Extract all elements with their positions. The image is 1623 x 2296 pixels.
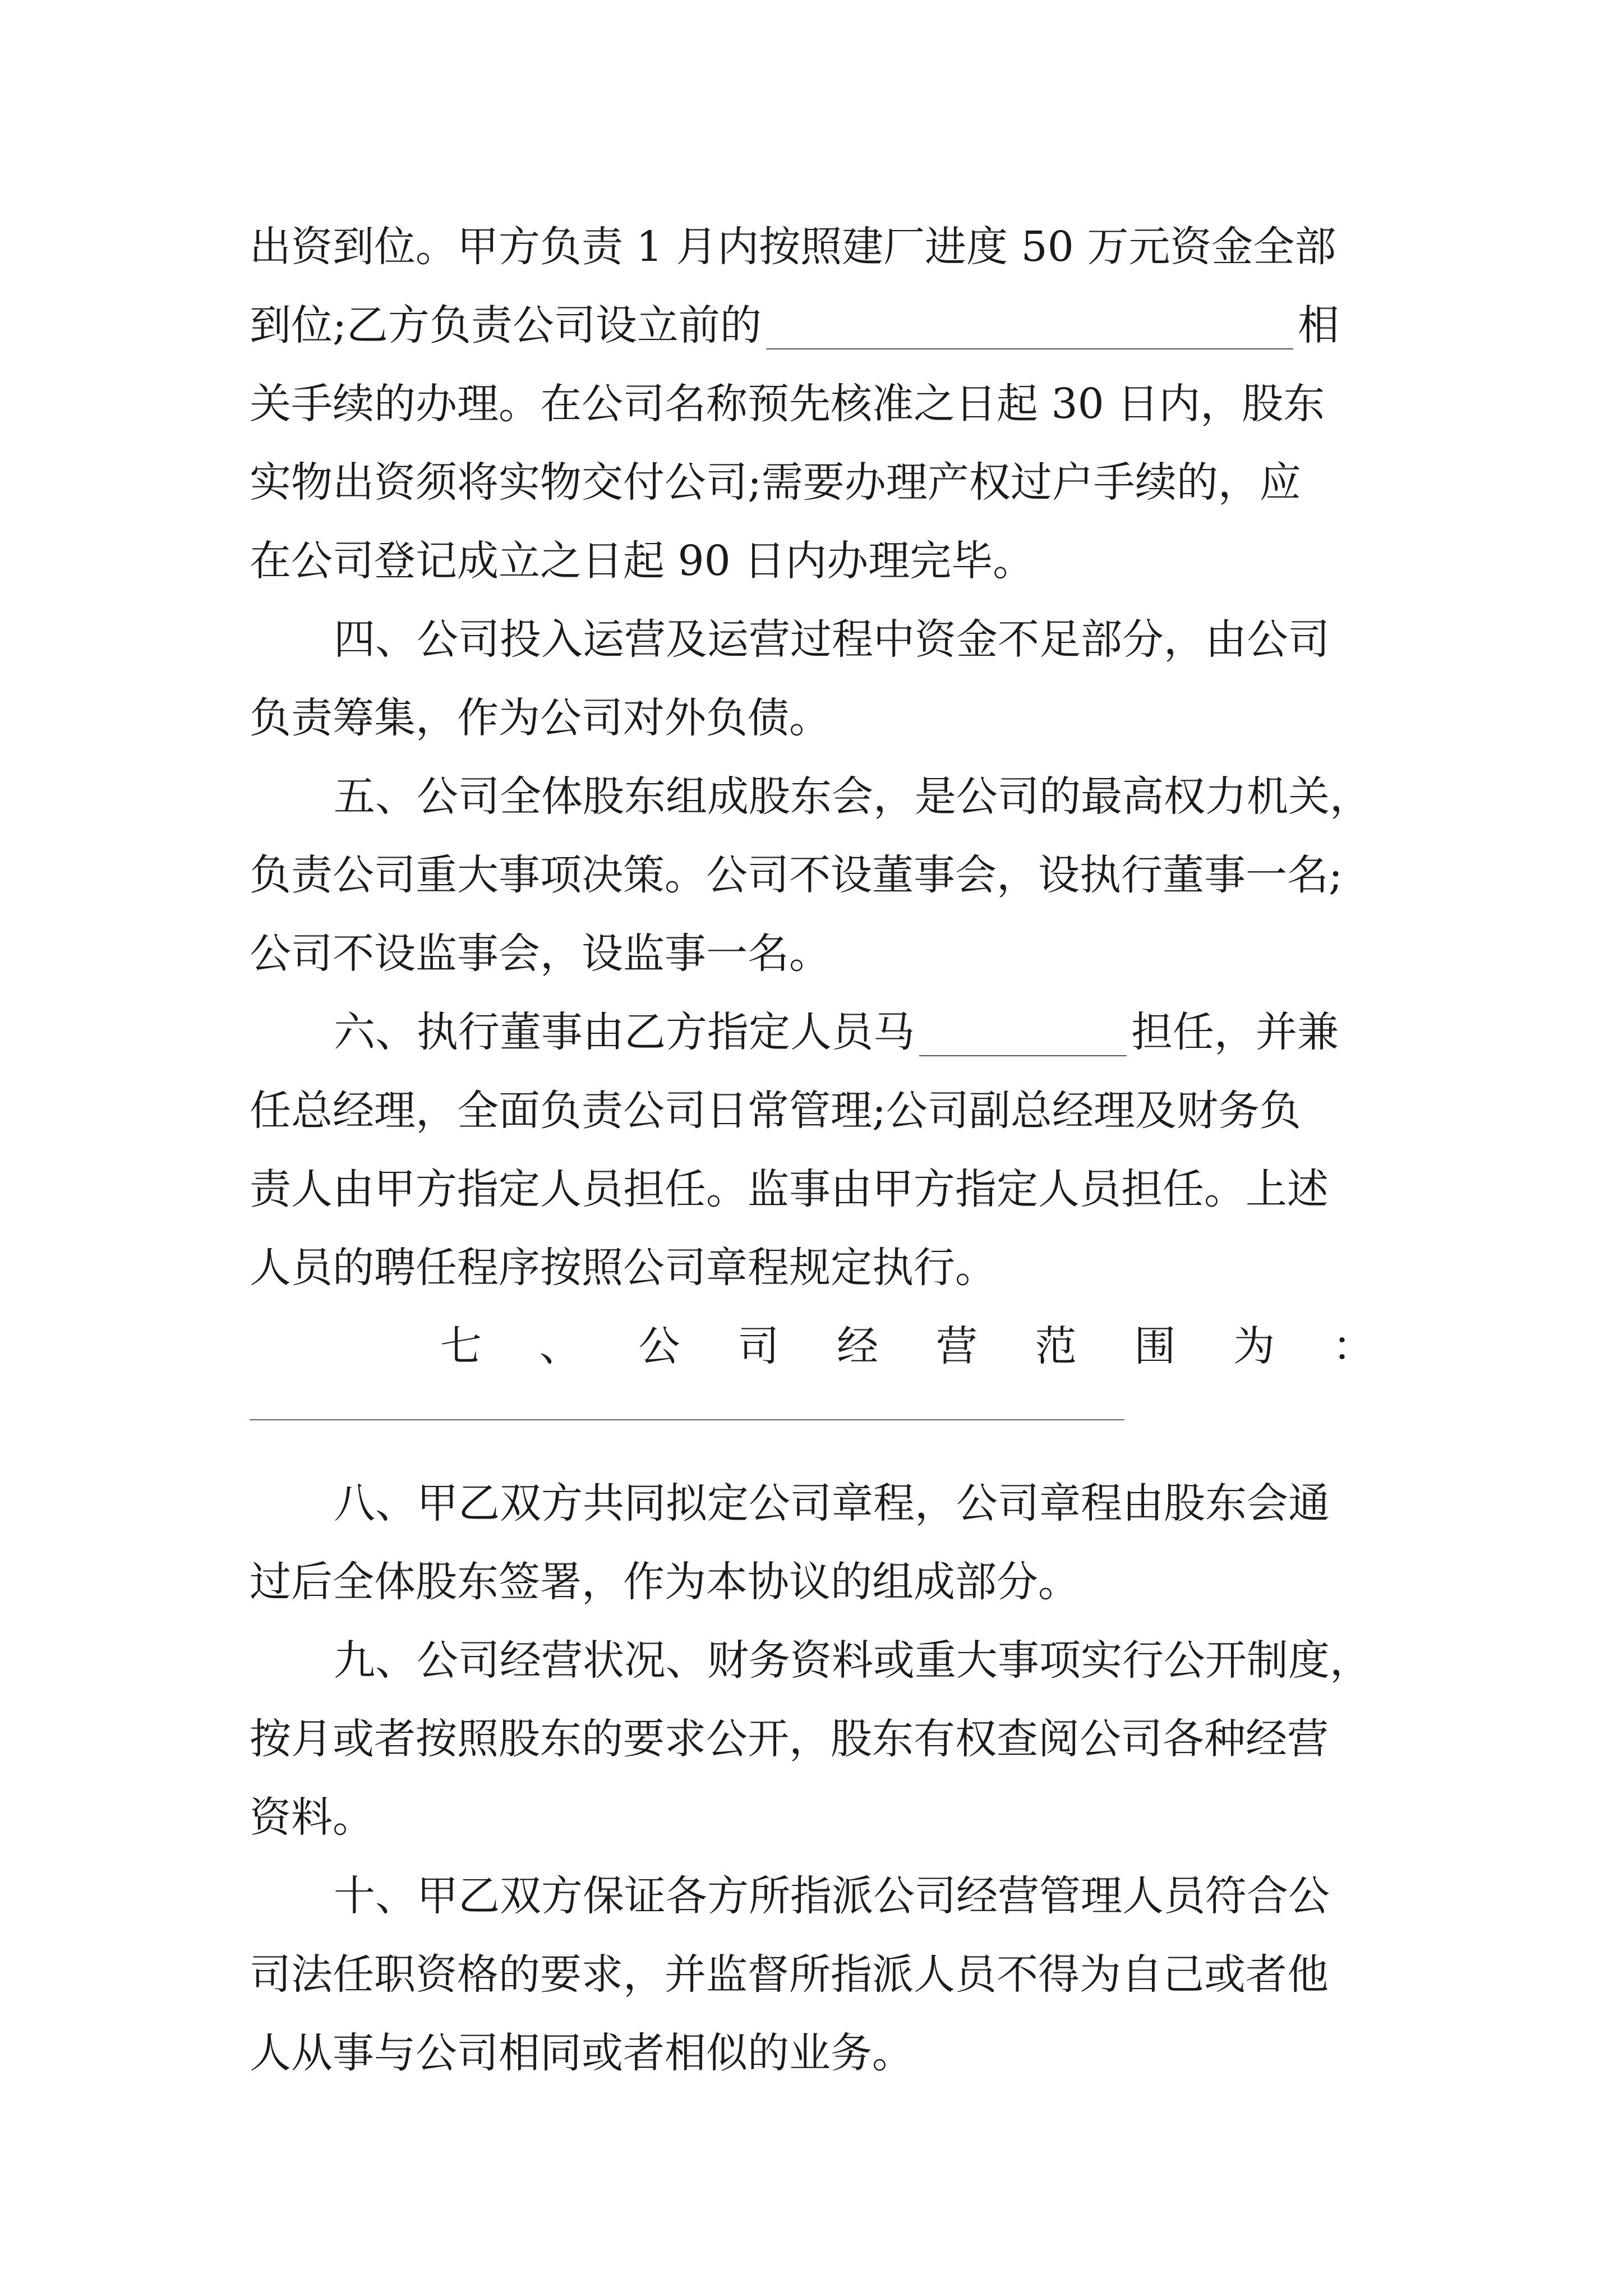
text-line: 负责公司重大事项决策。公司不设董事会，设执行董事一名; bbox=[250, 851, 1343, 899]
paragraph-10-line-3 bbox=[250, 2014, 1374, 2092]
spread-char: 为 bbox=[1233, 1322, 1275, 1370]
paragraph-3-line-5 bbox=[250, 522, 1374, 600]
fill-in-blank[interactable] bbox=[250, 1419, 1124, 1420]
text-segment: 到位;乙方负责公司设立前的 bbox=[250, 301, 762, 349]
text-line: 五、公司全体股东组成股东会，是公司的最高权力机关， bbox=[334, 772, 1371, 821]
text-line: 八、甲乙双方共同拟定公司章程，公司章程由股东会通 bbox=[334, 1479, 1330, 1527]
spread-char: 范 bbox=[1035, 1322, 1077, 1370]
paragraph-9-line-1 bbox=[250, 1621, 1374, 1700]
text-line: 任总经理，全面负责公司日常管理;公司副总经理及财务负 bbox=[250, 1087, 1301, 1135]
paragraph-7-blank-line bbox=[250, 1386, 1374, 1464]
text-line: 资料。 bbox=[250, 1793, 374, 1842]
text-segment: 六、执行董事由乙方指定人员马 bbox=[334, 1008, 915, 1056]
paragraph-8-line-1 bbox=[250, 1464, 1374, 1543]
text-line: 四、公司投入运营及运营过程中资金不足部分，由公司 bbox=[334, 615, 1330, 664]
text-line: 实物出资须将实物交付公司;需要办理产权过户手续的，应 bbox=[250, 458, 1301, 507]
text-segment: 相 bbox=[1297, 301, 1339, 349]
spread-char: 经 bbox=[837, 1322, 879, 1370]
text-line: 过后全体股东签署，作为本协议的组成部分。 bbox=[250, 1558, 1080, 1606]
paragraph-4-line-1 bbox=[250, 600, 1374, 679]
text-line: 负责筹集，作为公司对外负债。 bbox=[250, 694, 831, 742]
paragraph-3-line-3 bbox=[250, 365, 1374, 443]
paragraph-3-line-2 bbox=[250, 286, 1374, 365]
paragraph-4-line-2 bbox=[250, 679, 1374, 757]
text-line: 十、甲乙双方保证各方所指派公司经营管理人员符合公 bbox=[334, 1872, 1330, 1920]
text-line: 司法任职资格的要求，并监督所指派人员不得为自己或者他 bbox=[250, 1950, 1329, 1999]
text-line: 在公司登记成立之日起 90 日内办理完毕。 bbox=[250, 537, 1035, 585]
text-line: 按月或者按照股东的要求公开，股东有权查阅公司各种经营 bbox=[250, 1715, 1329, 1763]
paragraph-10-line-1 bbox=[250, 1857, 1374, 1935]
fill-in-blank[interactable] bbox=[919, 1055, 1127, 1056]
fill-in-blank[interactable] bbox=[766, 348, 1293, 349]
spread-char: 、 bbox=[539, 1322, 581, 1370]
paragraph-6-line-2 bbox=[250, 1071, 1374, 1150]
paragraph-6-line-1 bbox=[250, 993, 1374, 1071]
paragraph-6-line-3 bbox=[250, 1150, 1374, 1228]
spread-char: ： bbox=[1332, 1322, 1374, 1370]
spread-char: 七 bbox=[440, 1322, 482, 1370]
paragraph-9-line-3 bbox=[250, 1778, 1374, 1857]
paragraph-5-line-3 bbox=[250, 914, 1374, 993]
paragraph-8-line-2 bbox=[250, 1543, 1374, 1621]
paragraph-7-line-1 bbox=[250, 1307, 1374, 1386]
text-line: 公司不设监事会，设监事一名。 bbox=[250, 930, 831, 978]
document-body bbox=[250, 208, 1374, 2092]
text-segment: 担任，并兼 bbox=[1131, 1008, 1339, 1056]
text-line: 出资到位。甲方负责 1 月内按照建厂进度 50 万元资金全部 bbox=[250, 223, 1336, 271]
paragraph-5-line-2 bbox=[250, 836, 1374, 914]
text-line: 人员的聘任程序按照公司章程规定执行。 bbox=[250, 1244, 997, 1292]
paragraph-6-line-4 bbox=[250, 1228, 1374, 1307]
spread-char: 营 bbox=[935, 1322, 978, 1370]
paragraph-5-line-1 bbox=[250, 757, 1374, 836]
paragraph-10-line-2 bbox=[250, 1935, 1374, 2014]
spread-char: 围 bbox=[1134, 1322, 1176, 1370]
text-line: 责人由甲方指定人员担任。监事由甲方指定人员担任。上述 bbox=[250, 1165, 1329, 1213]
paragraph-3-line-4 bbox=[250, 443, 1374, 522]
spread-char: 公 bbox=[638, 1322, 680, 1370]
text-line: 关手续的办理。在公司名称预先核准之日起 30 日内，股东 bbox=[250, 380, 1325, 428]
text-line: 人从事与公司相同或者相似的业务。 bbox=[250, 2029, 914, 2077]
paragraph-3-line-1 bbox=[250, 208, 1374, 286]
spread-char: 司 bbox=[737, 1322, 780, 1370]
paragraph-9-line-2 bbox=[250, 1700, 1374, 1778]
text-line: 九、公司经营状况、财务资料或重大事项实行公开制度， bbox=[334, 1636, 1371, 1685]
